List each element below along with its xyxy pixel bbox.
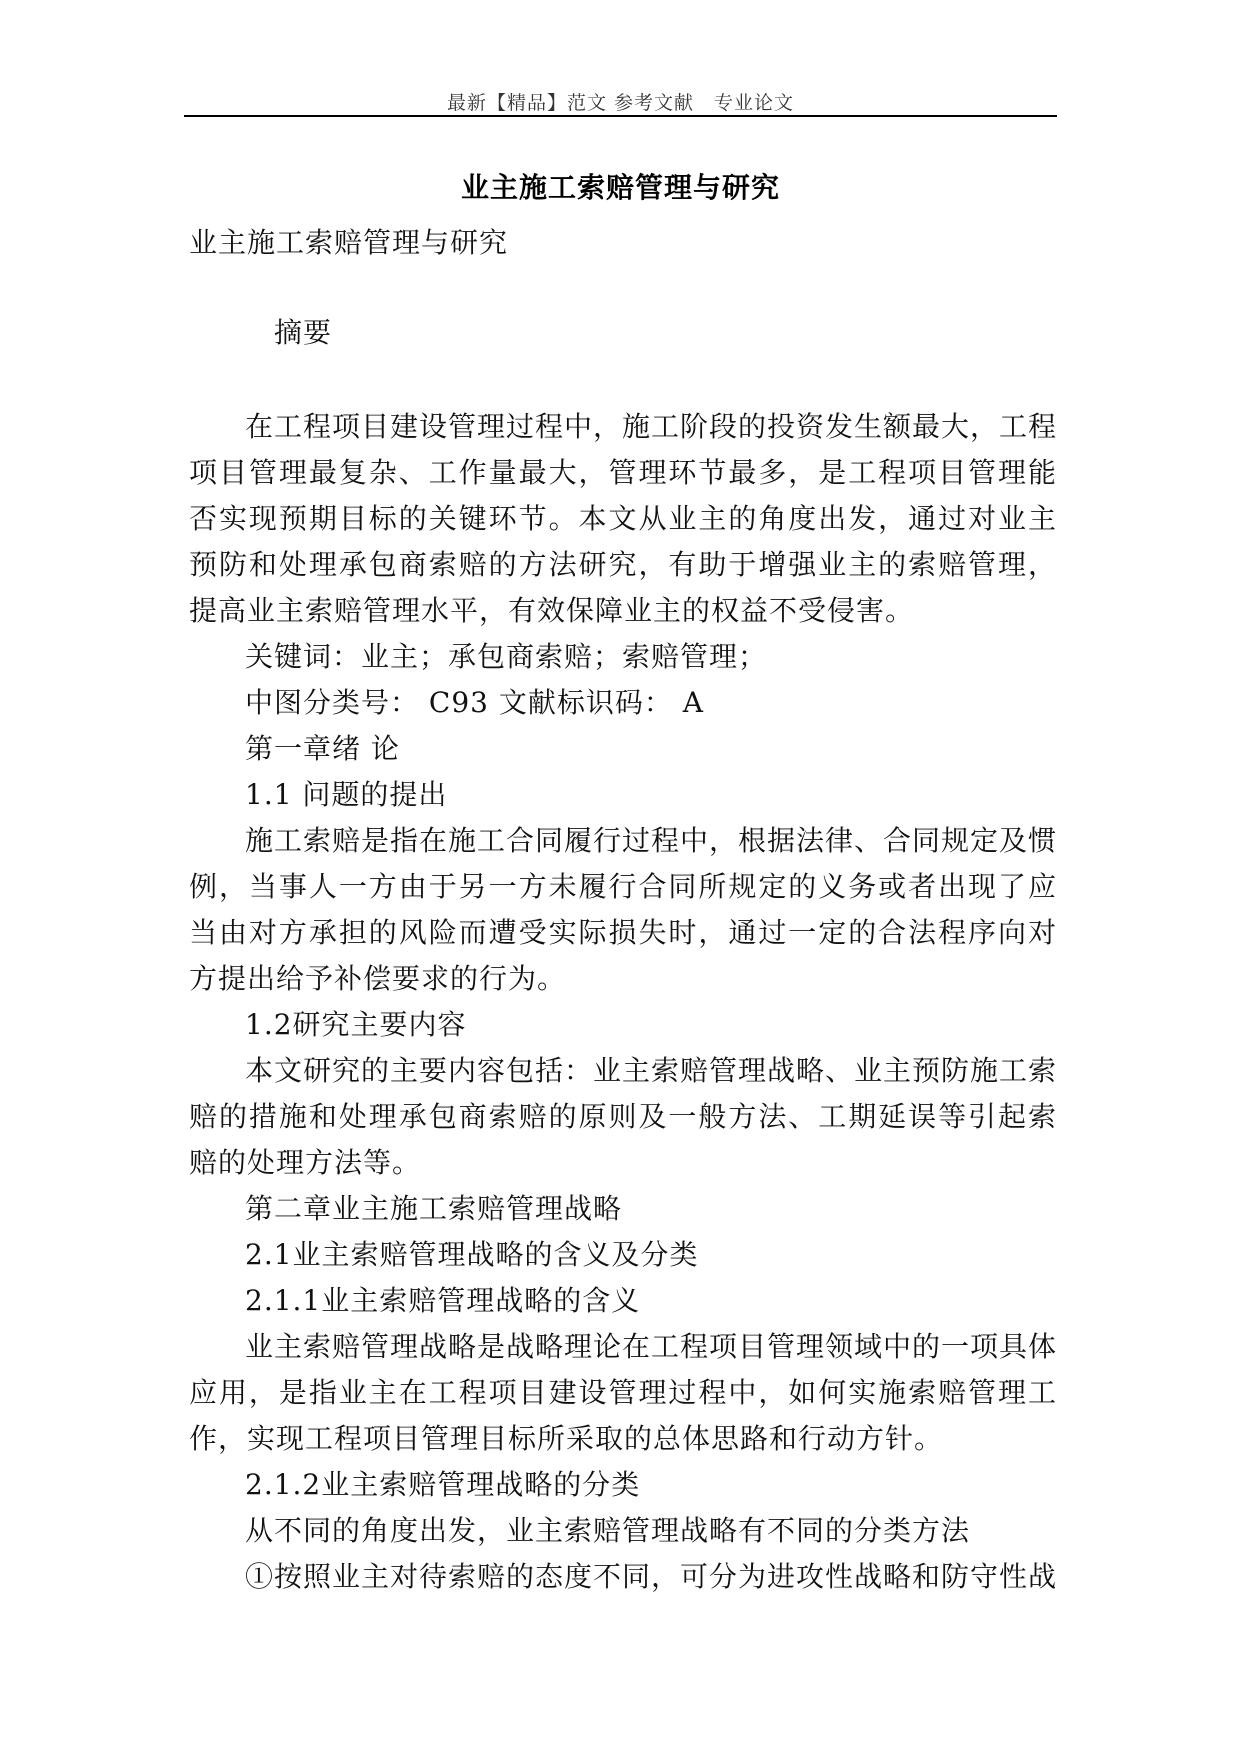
chapter-1-heading: 第一章绪 论 <box>245 732 400 765</box>
keywords-line: 关键词：业主；承包商索赔；索赔管理； <box>245 640 768 673</box>
document-subtitle: 业主施工索赔管理与研究 <box>189 226 509 259</box>
page-header: 最新【精品】范文 参考文献 专业论文 <box>446 92 795 114</box>
abstract-paragraph: 在工程项目建设管理过程中，施工阶段的投资发生额最大，工程项目管理最复杂、工作量最大，管理环节最多，是工程项目管理能否实现预期目标的关键环节。本文从业主的角度出发，通过对业主预防和处理承包商索赔的方法研究，有助于增强业主的索赔管理，提高业主索赔管理水平，有效保障业主的权益不受侵害。 <box>189 410 1058 627</box>
chapter-2-heading: 第二章业主施工索赔管理战略 <box>245 1192 623 1225</box>
document-body <box>189 404 1057 1600</box>
classification-line: 中图分类号： C93 文献标识码： A <box>245 686 704 719</box>
section-2-1-heading: 2.1业主索赔管理战略的含义及分类 <box>245 1238 699 1271</box>
section-2-1-2-item-1: ①按照业主对待索赔的态度不同，可分为进攻性战略和防守性战 <box>245 1560 1058 1593</box>
header-divider <box>184 115 1057 117</box>
section-2-1-1-heading: 2.1.1业主索赔管理战略的含义 <box>245 1284 641 1317</box>
section-2-1-1-paragraph: 业主索赔管理战略是战略理论在工程项目管理领域中的一项具体应用，是指业主在工程项目建设管理过程中，如何实施索赔管理工作，实现工程项目管理目标所采取的总体思路和行动方针。 <box>189 1330 1058 1455</box>
section-2-1-2-intro: 从不同的角度出发，业主索赔管理战略有不同的分类方法 <box>245 1514 971 1547</box>
document-title: 业主施工索赔管理与研究 <box>460 171 780 204</box>
abstract-heading: 摘要 <box>274 316 333 349</box>
section-1-2-heading: 1.2研究主要内容 <box>245 1008 467 1041</box>
section-2-1-2-heading: 2.1.2业主索赔管理战略的分类 <box>245 1468 641 1501</box>
section-1-1-paragraph: 施工索赔是指在施工合同履行过程中，根据法律、合同规定及惯例，当事人一方由于另一方未履行合同所规定的义务或者出现了应当由对方承担的风险而遭受实际损失时，通过一定的合法程序向对方提出给予补偿要求的行为。 <box>189 824 1058 995</box>
section-1-1-heading: 1.1 问题的提出 <box>245 778 448 811</box>
section-1-2-paragraph: 本文研究的主要内容包括：业主索赔管理战略、业主预防施工索赔的措施和处理承包商索赔的原则及一般方法、工期延误等引起索赔的处理方法等。 <box>189 1054 1058 1179</box>
